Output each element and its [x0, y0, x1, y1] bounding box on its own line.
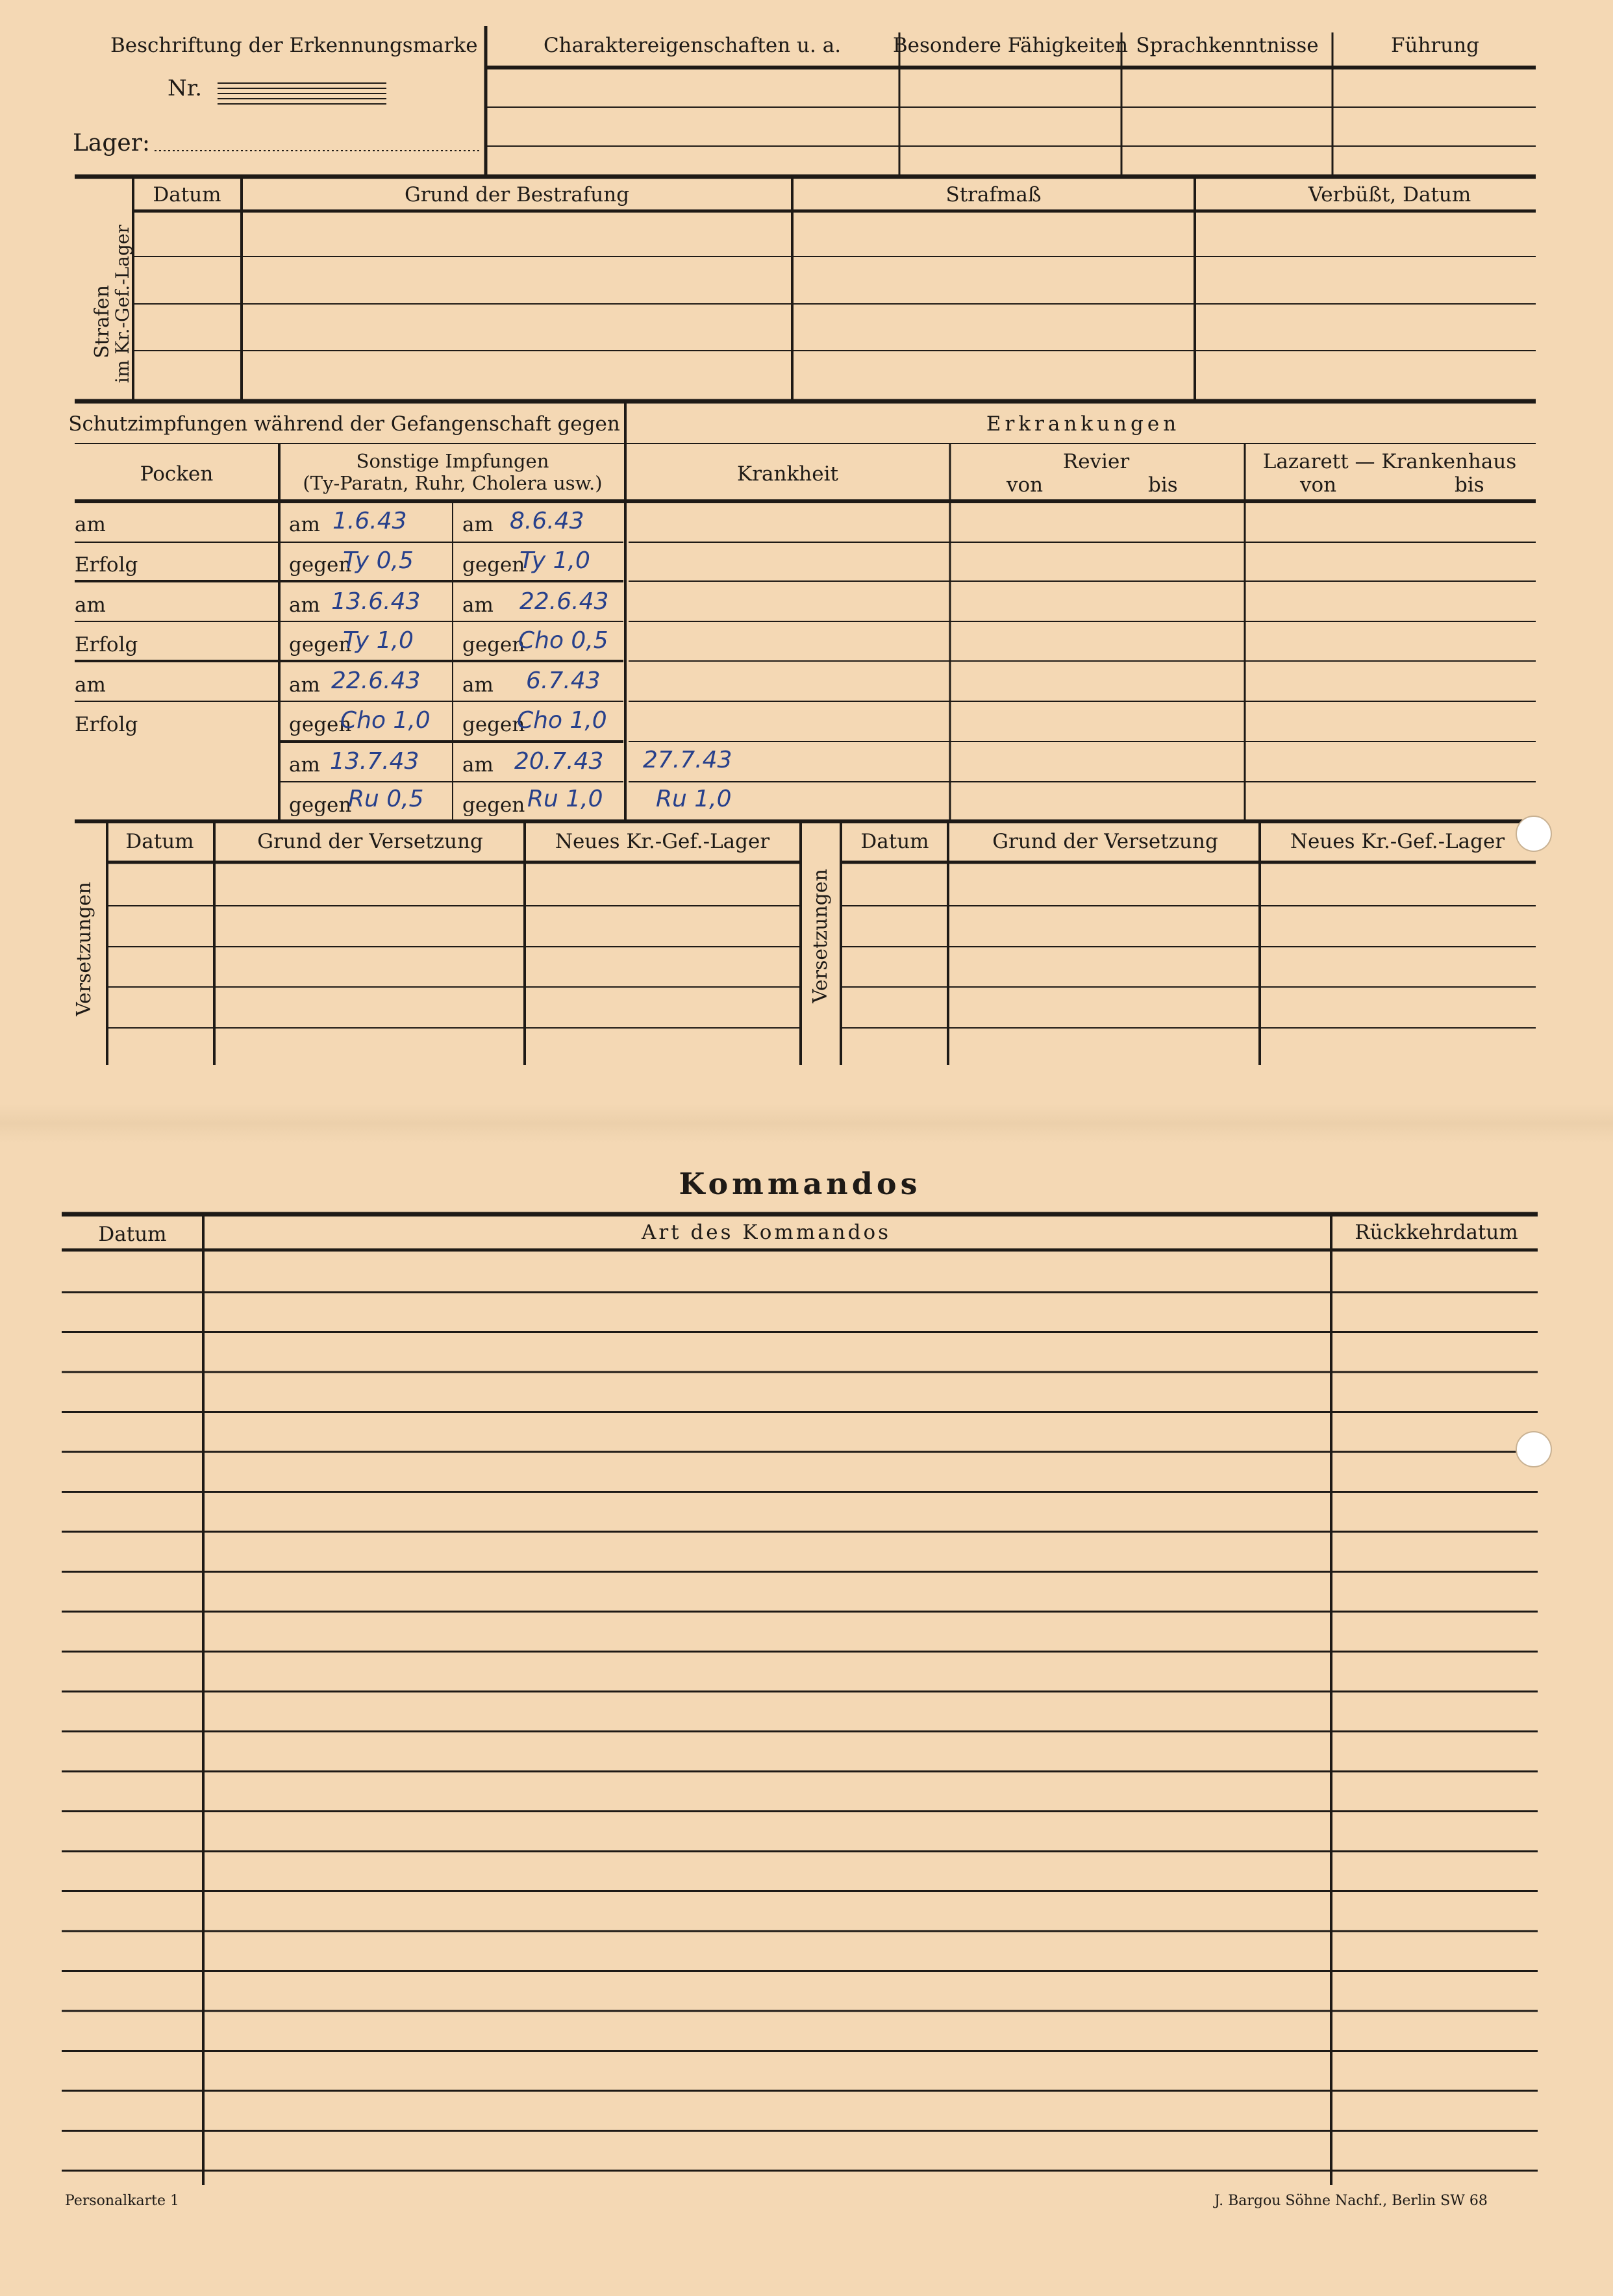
- lazarett-von: von: [1300, 473, 1337, 497]
- strafen-col-grund: Grund der Bestrafung: [404, 183, 630, 206]
- handwritten-am-date: 22.6.43: [519, 588, 609, 615]
- handwritten-extra-gegen: Ru 1,0: [656, 786, 732, 812]
- revier-von: von: [1007, 473, 1044, 497]
- impf-gegen-label: gegen: [462, 713, 525, 736]
- handwritten-gegen-value: Ru 1,0: [527, 786, 603, 812]
- versetzung-col-datum-2: Datum: [860, 830, 929, 853]
- handwritten-am-date: 8.6.43: [510, 508, 584, 534]
- handwritten-extra-date: 27.7.43: [643, 747, 732, 773]
- kommandos-col-rueckkehr: Rückkehrdatum: [1355, 1221, 1518, 1244]
- kommandos-title: Kommandos: [679, 1166, 921, 1201]
- punch-hole-lower: [1516, 1431, 1552, 1467]
- fuehrung-header: Führung: [1390, 34, 1480, 57]
- pocken-header: Pocken: [140, 462, 214, 486]
- impf-am-label: am: [289, 753, 320, 777]
- impf-am-label: am: [462, 593, 494, 617]
- strafen-side-label-2: im Kr.-Gef.-Lager: [112, 225, 133, 383]
- versetzung-col-datum: Datum: [125, 830, 194, 853]
- impf-gegen-label: gegen: [462, 793, 525, 817]
- impf-gegen-label: gegen: [289, 553, 352, 577]
- handwritten-gegen-value: Cho 0,5: [518, 627, 608, 654]
- impf-gegen-label: gegen: [462, 633, 525, 656]
- pocken-row-erfolg-2: Erfolg: [75, 633, 138, 656]
- handwritten-gegen-value: Ty 1,0: [343, 627, 414, 654]
- impf-am-label: am: [462, 673, 494, 697]
- impf-am-label: am: [289, 513, 320, 536]
- faehigkeiten-header: Besondere Fähigkeiten: [892, 34, 1129, 57]
- versetzung-col-lager: Neues Kr.-Gef.-Lager: [555, 830, 770, 853]
- revier-header: Revier: [1062, 450, 1130, 473]
- lager-label: Lager:: [73, 130, 151, 156]
- erkennungsmarke-label: Beschriftung der Erkennungsmarke: [110, 34, 478, 57]
- handwritten-gegen-value: Cho 1,0: [340, 707, 431, 734]
- handwritten-am-date: 6.7.43: [526, 668, 601, 694]
- pocken-row-erfolg-3: Erfolg: [75, 713, 138, 736]
- impf-am-label: am: [289, 593, 320, 617]
- impf-gegen-label: gegen: [289, 633, 352, 656]
- kommandos-col-art: Art des Kommandos: [641, 1221, 892, 1244]
- handwritten-am-date: 13.6.43: [331, 588, 421, 615]
- pocken-row-am-1: am: [75, 513, 106, 536]
- nr-label: Nr.: [168, 75, 203, 101]
- impf-am-label: am: [289, 673, 320, 697]
- strafen-col-strafmass: Strafmaß: [945, 183, 1042, 206]
- versetzung-col-grund: Grund der Versetzung: [257, 830, 483, 853]
- versetzung-col-lager-2: Neues Kr.-Gef.-Lager: [1290, 830, 1505, 853]
- handwritten-am-date: 13.7.43: [330, 748, 419, 775]
- handwritten-am-date: 22.6.43: [331, 668, 421, 694]
- strafen-col-verbuesst: Verbüßt, Datum: [1308, 183, 1471, 206]
- impf-gegen-label: gegen: [462, 553, 525, 577]
- sonstige-header-1: Sonstige Impfungen: [356, 450, 549, 472]
- footer-form-number: Personalkarte 1: [65, 2193, 180, 2209]
- handwritten-gegen-value: Ty 0,5: [343, 547, 414, 574]
- handwritten-gegen-value: Ru 0,5: [348, 786, 424, 812]
- pocken-row-am-3: am: [75, 673, 106, 697]
- footer-printer: J. Bargou Söhne Nachf., Berlin SW 68: [1214, 2193, 1488, 2209]
- impf-gegen-label: gegen: [289, 713, 352, 736]
- pocken-row-am-2: am: [75, 593, 106, 617]
- sprachen-header: Sprachkenntnisse: [1136, 34, 1319, 57]
- kommandos-col-datum: Datum: [98, 1223, 167, 1246]
- handwritten-am-date: 20.7.43: [514, 748, 604, 775]
- strafen-col-datum: Datum: [153, 183, 221, 206]
- versetzungen-side-label-right: Versetzungen: [809, 869, 832, 1003]
- impfungen-title: Schutzimpfungen während der Gefangenschaft gegen: [68, 412, 620, 436]
- versetzung-col-grund-2: Grund der Versetzung: [992, 830, 1218, 853]
- erkrankungen-title: Erkrankungen: [986, 412, 1181, 436]
- lazarett-bis: bis: [1455, 473, 1484, 497]
- krankheit-header: Krankheit: [737, 462, 838, 486]
- revier-bis: bis: [1148, 473, 1178, 497]
- handwritten-gegen-value: Cho 1,0: [517, 707, 607, 734]
- punch-hole-upper: [1516, 816, 1552, 852]
- versetzungen-side-label-left: Versetzungen: [73, 882, 95, 1016]
- impf-am-label: am: [462, 753, 494, 777]
- strafen-side-label-1: Strafen: [91, 284, 114, 358]
- impf-am-label: am: [462, 513, 494, 536]
- pocken-row-erfolg-1: Erfolg: [75, 553, 138, 577]
- handwritten-gegen-value: Ty 1,0: [519, 547, 590, 574]
- lazarett-header: Lazarett — Krankenhaus: [1262, 450, 1517, 473]
- impf-gegen-label: gegen: [289, 793, 352, 817]
- charakter-header: Charaktereigenschaften u. a.: [543, 34, 842, 57]
- handwritten-am-date: 1.6.43: [332, 508, 407, 534]
- sonstige-header-2: (Ty-Paratn, Ruhr, Cholera usw.): [303, 472, 603, 494]
